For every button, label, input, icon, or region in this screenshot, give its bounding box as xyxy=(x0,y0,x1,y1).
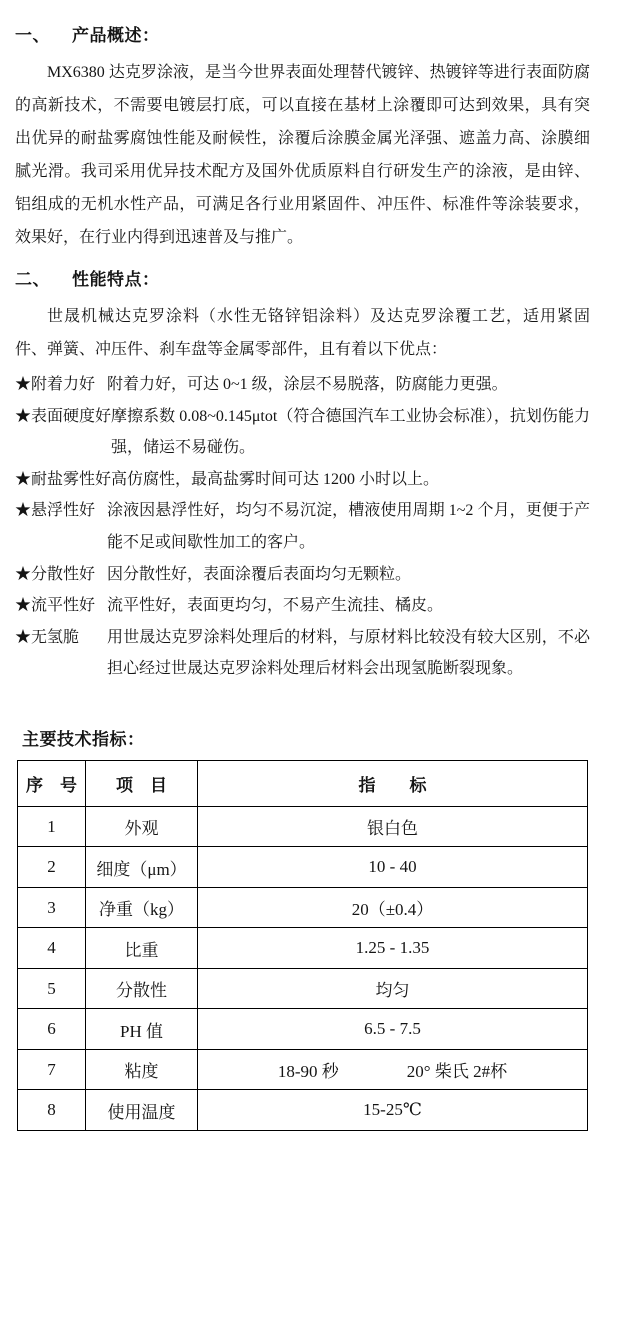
cell-no: 3 xyxy=(18,887,86,928)
section-2-title: 性能特点： xyxy=(72,270,160,289)
feature-label: 耐盐雾性好 xyxy=(31,470,112,488)
cell-spec: 15-25℃ xyxy=(198,1090,588,1131)
table-row-working-temperature xyxy=(18,1090,588,1131)
feature-row-hardness xyxy=(15,401,590,464)
cell-spec: 18-90 秒 20° 柴氏 2#杯 xyxy=(198,1049,588,1090)
feature-row-dispersion xyxy=(15,559,590,591)
feature-row-salt-spray xyxy=(15,464,590,496)
cell-item: 外观 xyxy=(86,806,198,847)
cell-no: 5 xyxy=(18,968,86,1009)
feature-list xyxy=(15,369,590,685)
feature-row-suspension xyxy=(15,495,590,558)
star-bullet-icon: ★ xyxy=(15,628,32,646)
feature-label: 流平性好 xyxy=(31,597,96,615)
feature-description: 附着力好，可达 0~1 级，涂层不易脱落，防腐能力更强。 xyxy=(107,376,508,393)
cell-no: 7 xyxy=(18,1049,86,1090)
feature-description: 高仿腐性，最高盐雾时间可达 1200 小时以上。 xyxy=(111,470,440,488)
section-2-heading xyxy=(15,268,590,292)
table-header-row xyxy=(18,760,588,806)
cell-no: 8 xyxy=(18,1090,86,1131)
table-row-ph xyxy=(18,1009,588,1050)
feature-row-adhesion xyxy=(15,369,590,401)
cell-no: 6 xyxy=(18,1009,86,1050)
section-2-number: 二、 xyxy=(15,270,50,289)
performance-intro-paragraph: 世晟机械达克罗涂料（水性无铬锌铝涂料）及达克罗涂覆工艺，适用紧固件、弹簧、冲压件、刹车盘等金属零部件，且有着以下优点： xyxy=(15,308,590,358)
table-row-viscosity xyxy=(18,1049,588,1090)
cell-spec: 20（±0.4） xyxy=(198,887,588,928)
table-row-dispersibility xyxy=(18,968,588,1009)
tech-specs-table xyxy=(17,760,588,1131)
cell-no: 1 xyxy=(18,806,86,847)
feature-description: 流平性好，表面更均匀，不易产生流挂、橘皮。 xyxy=(107,597,444,615)
header-cell-spec: 指 标 xyxy=(198,760,588,806)
table-row-fineness xyxy=(18,847,588,888)
star-bullet-icon: ★ xyxy=(15,376,32,393)
cell-spec: 均匀 xyxy=(198,968,588,1009)
cell-no: 4 xyxy=(18,928,86,969)
feature-row-leveling xyxy=(15,590,590,622)
feature-label: 表面硬度好 xyxy=(31,407,112,425)
tech-specs-title: 主要技术指标： xyxy=(22,729,145,749)
feature-label: 悬浮性好 xyxy=(31,502,96,520)
product-overview-paragraph: MX6380 达克罗涂液，是当今世界表面处理替代镀锌、热镀锌等进行表面防腐的高新技术，不需要电镀层打底，可以直接在基材上涂覆即可达到效果，具有突出优异的耐盐雾腐蚀性能及耐候性，涂覆后涂膜金属光泽强、遮盖力高、涂膜细腻光滑。我司采用优异技术配方及国外优质原料自行研发生产的涂液，是由锌、铝组成的无机水性产品，可满足各行业用紧固件、冲压件、标准件等涂装要求，效果好，在行业内得到迅速普及与推广。 xyxy=(15,64,590,246)
table-row-net-weight xyxy=(18,887,588,928)
cell-spec: 1.25 - 1.35 xyxy=(198,928,588,969)
header-cell-item: 项 目 xyxy=(86,760,198,806)
cell-item: 比重 xyxy=(86,928,198,969)
cell-spec: 银白色 xyxy=(198,806,588,847)
section-1-number: 一、 xyxy=(15,26,50,45)
cell-item: 净重（kg） xyxy=(86,887,198,928)
star-bullet-icon: ★ xyxy=(15,502,32,520)
star-bullet-icon: ★ xyxy=(15,470,32,488)
cell-spec: 6.5 - 7.5 xyxy=(198,1009,588,1050)
header-cell-index: 序 号 xyxy=(18,760,86,806)
cell-spec: 10 - 40 xyxy=(198,847,588,888)
star-bullet-icon: ★ xyxy=(15,407,32,425)
feature-label: 无氢脆 xyxy=(31,628,80,646)
feature-description: 摩擦系数 0.08~0.145μtot（符合德国汽车工业协会标准），抗划伤能力强，储运不易碰伤。 xyxy=(111,407,590,457)
table-row-appearance xyxy=(18,806,588,847)
feature-description: 涂液因悬浮性好，均匀不易沉淀，槽液使用周期 1~2 个月，更便于产能不足或间歇性加工的客户。 xyxy=(107,502,590,551)
cell-item: 分散性 xyxy=(86,968,198,1009)
feature-row-no-hydrogen-embrittlement xyxy=(15,622,590,685)
feature-label: 分散性好 xyxy=(31,565,96,583)
cell-item: 粘度 xyxy=(86,1049,198,1090)
section-1-heading xyxy=(15,24,590,48)
cell-item: 细度（μm） xyxy=(86,847,198,888)
cell-item: PH 值 xyxy=(86,1009,198,1050)
cell-no: 2 xyxy=(18,847,86,888)
cell-item: 使用温度 xyxy=(86,1090,198,1131)
feature-label: 附着力好 xyxy=(31,376,96,393)
star-bullet-icon: ★ xyxy=(15,565,32,583)
feature-description: 用世晟达克罗涂料处理后的材料，与原材料比较没有较大区别，不必担心经过世晟达克罗涂料处理后材料会出现氢脆断裂现象。 xyxy=(107,628,590,678)
section-1-title: 产品概述： xyxy=(72,26,160,45)
table-row-specific-gravity xyxy=(18,928,588,969)
star-bullet-icon: ★ xyxy=(15,597,32,615)
feature-description: 因分散性好，表面涂覆后表面均匀无颗粒。 xyxy=(107,565,412,583)
